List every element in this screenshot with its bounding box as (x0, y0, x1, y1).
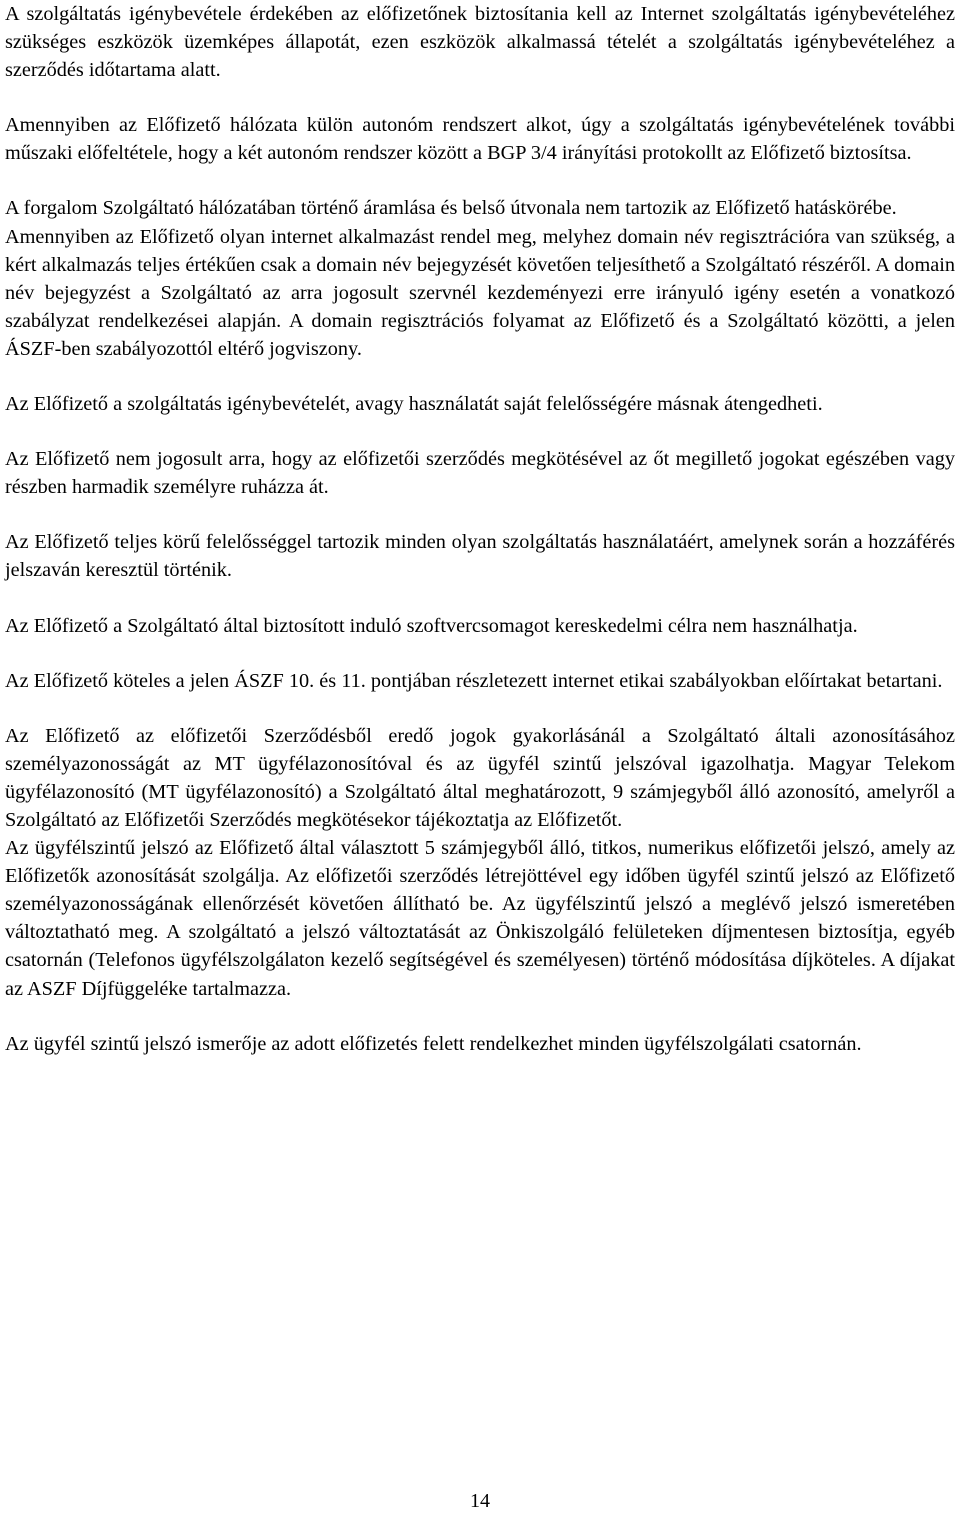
paragraph-service-requirements: A szolgáltatás igénybevétele érdekében az előfizetőnek biztosítania kell az Internet szolgáltatás igénybevételéhez szükséges eszközök üzemképes állapotát, ezen eszközök alkalmassá tételét a szolgáltatás igénybevételéhez a szerződés időtartama alatt. (5, 3, 955, 82)
paragraph-customer-identification: Az Előfizető az előfizetői Szerződésből eredő jogok gyakorlásánál a Szolgáltató általi azonosításához személyazonosságát az MT ügyfélazonosítóval és az ügyfél szintű jelszóval igazolhatja. Magyar Telekom ügyfélazonosító (MT ügyfélazonosító) a Szolgáltató által meghatározott, 9 számjegyből álló azonosító, amelyről a Szolgáltató az Előfizetői Szerződés megkötésekor tájékoztatja az Előfizetőt. (5, 724, 955, 831)
paragraph-autonomous-system: Amennyiben az Előfizető hálózata külön autonóm rendszert alkot, úgy a szolgáltatás igénybevételének további műszaki előfeltétele, hogy a két autonóm rendszer között a BGP 3/4 irányítási protokollt az Előfizető biztosítsa. (5, 114, 955, 165)
paragraph-rights-assignment: Az Előfizető nem jogosult arra, hogy az előfizetői szerződés megkötésével az őt megillető jogokat egészében vagy részben harmadik személyre ruházza át. (5, 448, 955, 499)
page-number: 14 (470, 1490, 490, 1512)
paragraph-password-holder: Az ügyfél szintű jelszó ismerője az adott előfizetés felett rendelkezhet minden ügyfélszolgálati csatornán. (5, 1032, 862, 1055)
paragraph-liability: Az Előfizető teljes körű felelősséggel tartozik minden olyan szolgáltatás használatáért, amelynek során a hozzáférés jelszaván keresztül történik. (5, 531, 955, 582)
paragraph-traffic-routing: A forgalom Szolgáltató hálózatában történő áramlása és belső útvonala nem tartozik az Előfizető hatáskörébe. (5, 197, 897, 220)
paragraph-software-package: Az Előfizető a Szolgáltató által biztosított induló szoftvercsomagot kereskedelmi célra nem használhatja. (5, 614, 858, 637)
paragraph-ethics-rules: Az Előfizető köteles a jelen ÁSZF 10. és 11. pontjában részletezett internet etikai szabályokban előírtakat betartani. (5, 669, 943, 692)
paragraph-customer-password: Az ügyfélszintű jelszó az Előfizető által választott 5 számjegyből álló, titkos, numerikus előfizetői jelszó, amely az Előfizetők azonosítását szolgálja. Az előfizetői szerződés létrejöttével egy időben ügyfél szintű jelszó az Előfizető személyazonosságának ellenőrzését követően állítható be. Az ügyfélszintű jelszó a meglévő jelszó ismeretében változtatható meg. A szolgáltató a jelszó változtatását az Önkiszolgáló felületeken díjmentesen biztosítja, egyéb csatornán (Telefonos ügyfélszolgálaton kezelő segítségével és személyesen) történő módosítása díjköteles. A díjakat az ASZF Díjfüggeléke tartalmazza. (5, 837, 955, 1000)
document-page (5, 0, 955, 1058)
paragraph-service-transfer: Az Előfizető a szolgáltatás igénybevételét, avagy használatát saját felelősségére másnak átengedheti. (5, 393, 823, 416)
paragraph-domain-registration: Amennyiben az Előfizető olyan internet alkalmazást rendel meg, melyhez domain név regisztrációra van szükség, a kért alkalmazás teljes értékűen csak a domain név bejegyzését követően teljesíthető a Szolgáltató részéről. A domain név bejegyzést a Szolgáltató az arra jogosult szervnél kezdeményezi erre irányuló igény esetén a vonatkozó szabályzat rendelkezései alapján. A domain regisztrációs folyamat az Előfizető és a Szolgáltató közötti, a jelen ÁSZF-ben szabályozottól eltérő jogviszony. (5, 225, 955, 360)
